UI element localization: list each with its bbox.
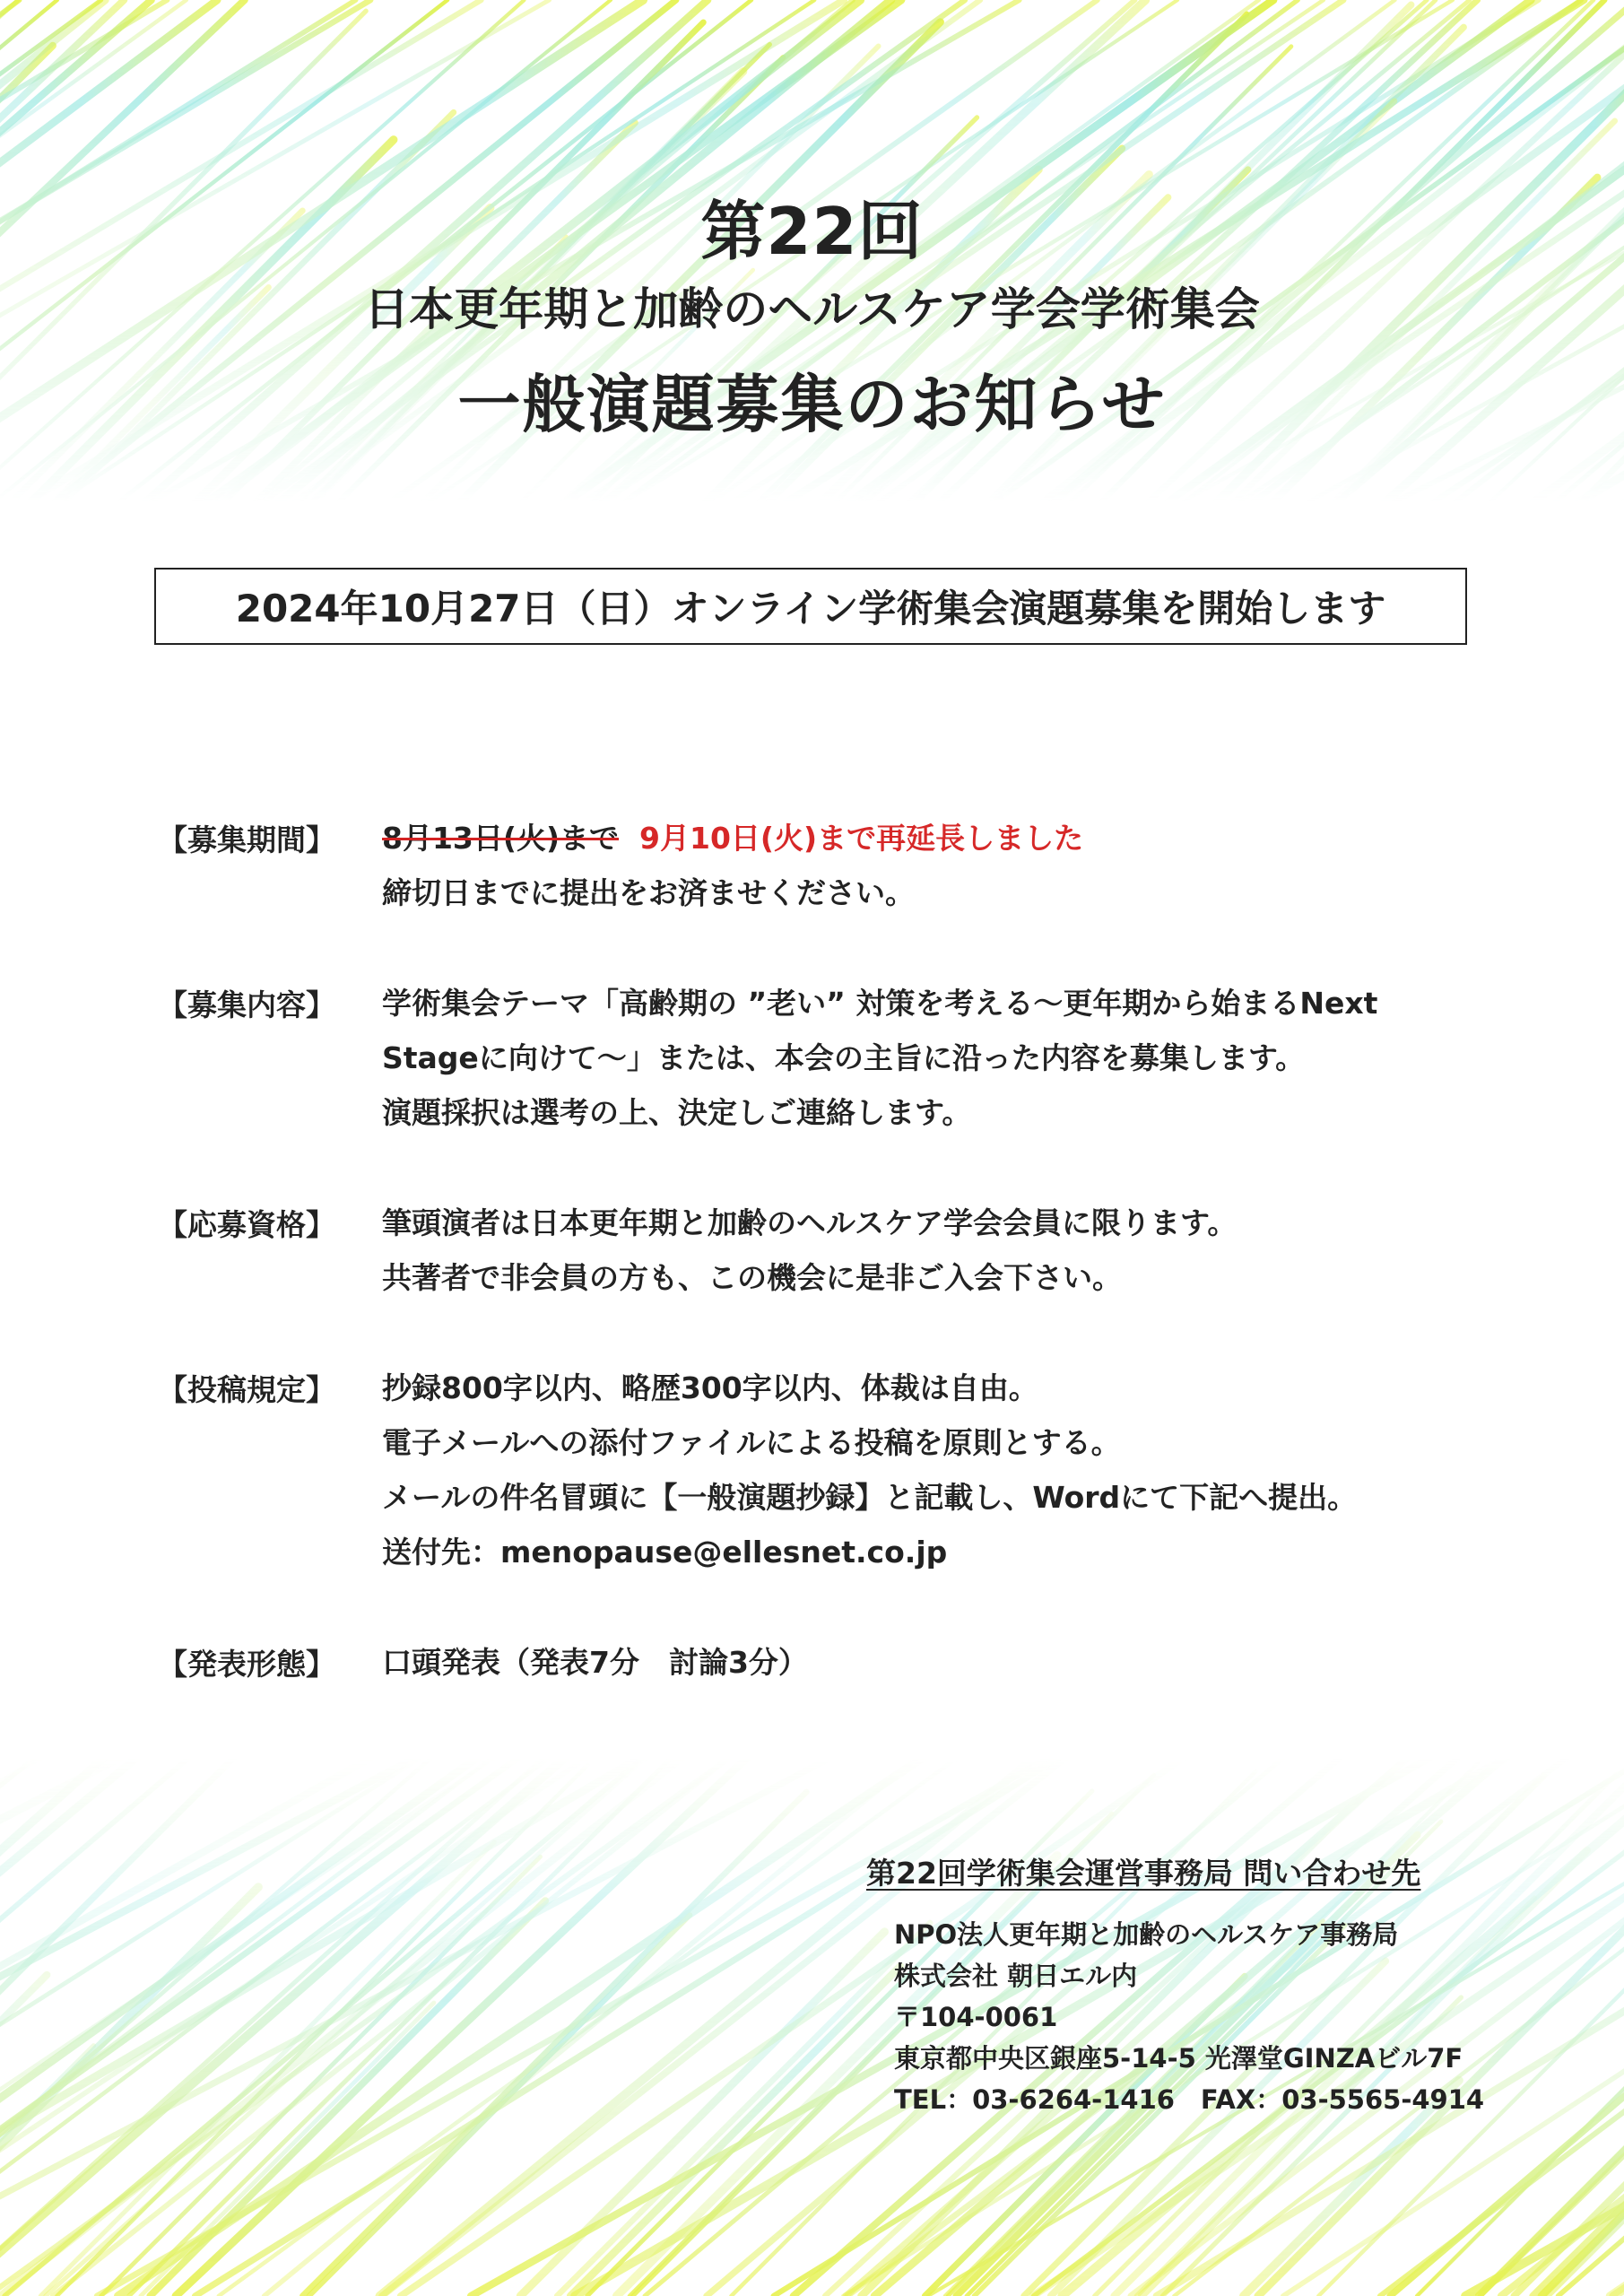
- content-line: 演題採択は選考の上、決定しご連絡します。: [382, 1095, 972, 1130]
- contact-details: [894, 1914, 1484, 2120]
- rules-line: 電子メールへの添付ファイルによる投稿を原則とする。: [382, 1425, 1121, 1460]
- contact-address: 東京都中央区銀座5-14-5 光澤堂GINZAビル7F: [894, 2043, 1463, 2074]
- rules-line: 抄録800字以内、略歴300字以内、体裁は自由。: [382, 1370, 1038, 1405]
- format-label: 【発表形態】: [158, 1647, 335, 1682]
- period-note: 締切日までに提出をお済ませください。: [382, 875, 915, 910]
- rules-line: メールの件名冒頭に【一般演題抄録】と記載し、Wordにて下記へ提出。: [382, 1480, 1358, 1515]
- eligibility-line: 共著者で非会員の方も、この機会に是非ご入会下さい。: [382, 1260, 1122, 1295]
- contact-company: 株式会社 朝日エル内: [894, 1961, 1138, 1991]
- period-label: 【募集期間】: [158, 822, 335, 857]
- event-number-title: 第22回: [700, 194, 924, 269]
- announcement-box: [154, 568, 1467, 645]
- content-line: Stageに向けて～」または、本会の主旨に沿った内容を募集します。: [382, 1040, 1306, 1075]
- page-title: 一般演題募集のお知らせ: [457, 368, 1167, 441]
- eligibility-body: [382, 1196, 1512, 1305]
- decorative-stripe: [302, 1792, 806, 2296]
- content-label: 【募集内容】: [158, 987, 335, 1022]
- eligibility-label: 【応募資格】: [158, 1207, 335, 1242]
- contact-postal: 〒104-0061: [894, 2002, 1058, 2032]
- rules-body: [382, 1361, 1512, 1579]
- announcement-text: 2024年10月27日（日）オンライン学術集会演題募集を開始します: [235, 587, 1386, 631]
- format-body: [382, 1635, 1512, 1690]
- contact-phone-fax: TEL：03-6264-1416 FAX：03-5565-4914: [894, 2084, 1485, 2115]
- contact-heading: 第22回学術集会運営事務局 問い合わせ先: [866, 1856, 1421, 1891]
- rules-label: 【投稿規定】: [158, 1372, 335, 1407]
- rules-email-line: 送付先：menopause@ellesnet.co.jp: [382, 1535, 948, 1570]
- eligibility-line: 筆頭演者は日本更年期と加齢のヘルスケア学会会員に限ります。: [382, 1205, 1238, 1240]
- new-deadline: 9月10日(火)まで再延長しました: [639, 821, 1084, 856]
- format-text: 口頭発表（発表7分 討論3分）: [382, 1645, 808, 1680]
- old-deadline: 8月13日(火)まで: [382, 821, 620, 856]
- conference-name: 日本更年期と加齢のヘルスケア学会学術集会: [364, 283, 1260, 335]
- contact-org: NPO法人更年期と加齢のヘルスケア事務局: [894, 1919, 1399, 1950]
- decorative-stripe: [0, 1758, 103, 2296]
- period-body: [382, 811, 1512, 920]
- content-body: [382, 976, 1512, 1140]
- content-line: 学術集会テーマ「高齢期の ”老い” 対策を考える～更年期から始まるNext: [382, 986, 1378, 1021]
